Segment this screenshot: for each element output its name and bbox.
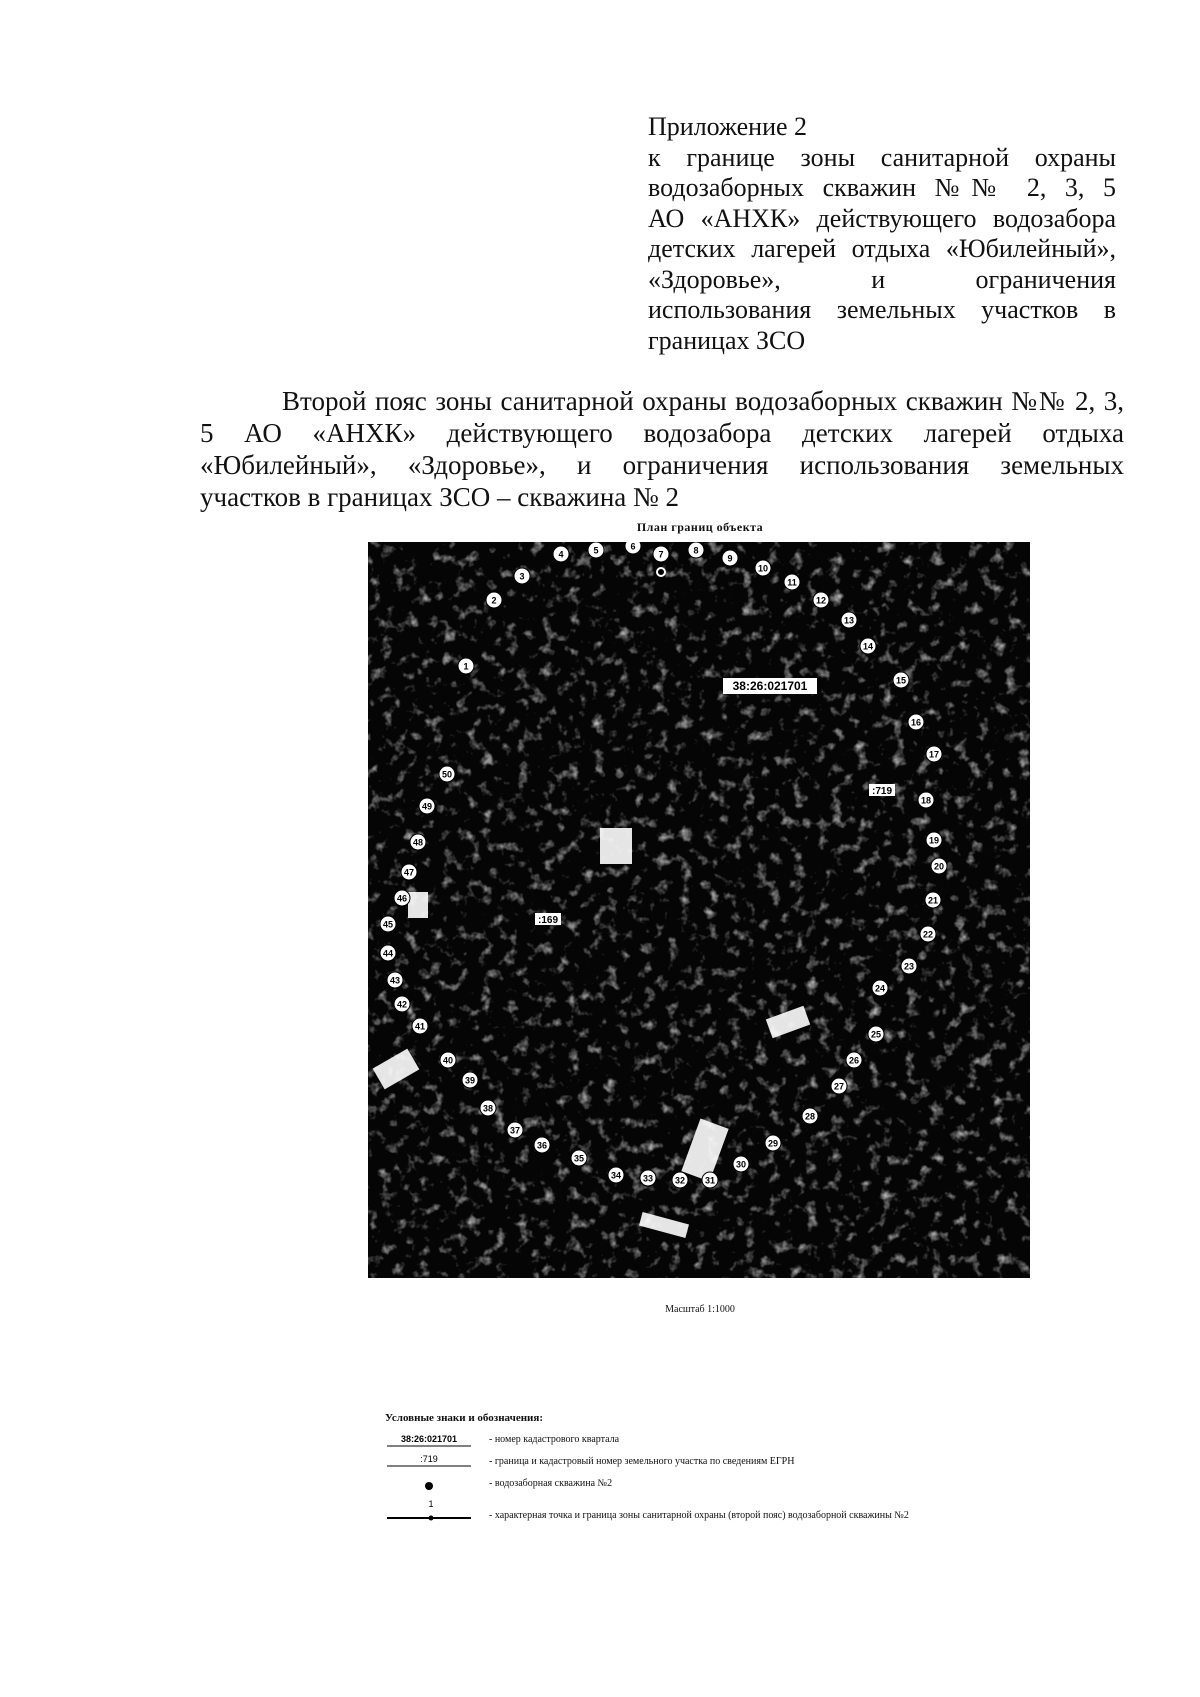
boundary-point-label: 22 bbox=[922, 929, 934, 940]
boundary-point-label: 11 bbox=[787, 577, 797, 588]
map-caption: План границ объекта bbox=[636, 520, 764, 534]
boundary-point bbox=[440, 1052, 456, 1068]
legend-desc: - граница и кадастровый номер земельного участка по сведениям ЕГРН bbox=[489, 1456, 795, 1467]
boundary-point bbox=[380, 916, 396, 932]
boundary-point-label: 25 bbox=[870, 1029, 882, 1040]
heading-line: «Юбилейный», «Здоровье», и ограничения использования земельных bbox=[200, 450, 1124, 480]
boundary-point bbox=[908, 714, 924, 730]
boundary-point bbox=[387, 972, 403, 988]
boundary-point bbox=[925, 892, 941, 908]
boundary-point bbox=[480, 1100, 496, 1116]
boundary-point bbox=[625, 542, 641, 554]
boundary-point bbox=[688, 542, 704, 558]
boundary-point bbox=[553, 546, 569, 562]
boundary-point-label: 23 bbox=[903, 961, 915, 972]
boundary-point bbox=[380, 945, 396, 961]
boundary-point-label: 33 bbox=[642, 1173, 654, 1184]
boundary-point bbox=[926, 832, 942, 848]
boundary-point bbox=[841, 612, 857, 628]
heading-line: участков в границах ЗСО – скважина № 2 bbox=[200, 482, 680, 512]
boundary-point-label: 46 bbox=[396, 893, 408, 904]
boundary-point-label: 7 bbox=[658, 549, 664, 560]
legend-desc: - характерная точка и граница зоны санитарной охраны (второй пояс) водозаборной скважины №2 bbox=[489, 1510, 909, 1521]
boundary-point bbox=[733, 1156, 749, 1172]
boundary-point-label: 4 bbox=[558, 549, 564, 560]
boundary-point bbox=[722, 550, 738, 566]
boundary-point-label: 17 bbox=[928, 749, 940, 760]
boundary-point-label: 36 bbox=[536, 1140, 548, 1151]
boundary-point bbox=[918, 792, 934, 808]
boundary-point-label: 26 bbox=[848, 1055, 860, 1066]
boundary-point-label: 30 bbox=[735, 1159, 747, 1170]
boundary-point-label: 45 bbox=[382, 919, 394, 930]
boundary-point bbox=[802, 1108, 818, 1124]
legend-symbol-text: 38:26:021701 bbox=[400, 1434, 458, 1444]
parcel-label: :169 bbox=[537, 915, 559, 926]
boundary-point bbox=[394, 996, 410, 1012]
legend-row bbox=[385, 1474, 1085, 1496]
heading-line: 5 АО «АНХК» действующего водозабора детских лагерей отдыха bbox=[200, 418, 1124, 448]
boundary-point bbox=[608, 1167, 624, 1183]
boundary-point-label: 48 bbox=[412, 837, 424, 848]
legend-symbol bbox=[385, 1496, 473, 1528]
boundary-point-label: 40 bbox=[442, 1055, 454, 1066]
boundary-point bbox=[901, 958, 917, 974]
appendix-title: Приложение 2 bbox=[648, 112, 808, 141]
boundary-point-label: 13 bbox=[843, 615, 855, 626]
boundary-point bbox=[672, 1172, 688, 1188]
boundary-point bbox=[571, 1150, 587, 1166]
legend-title: Условные знаки и обозначения: bbox=[385, 1412, 543, 1424]
boundary-point bbox=[534, 1137, 550, 1153]
appendix-line: АО «АНХК» действующего водозабора bbox=[648, 203, 1116, 233]
boundary-point-label: 42 bbox=[396, 999, 408, 1010]
boundary-point bbox=[926, 746, 942, 762]
legend-symbol bbox=[385, 1430, 473, 1452]
boundary-point bbox=[920, 926, 936, 942]
boundary-point-label: 34 bbox=[610, 1170, 622, 1181]
boundary-point-label: 27 bbox=[833, 1081, 845, 1092]
boundary-point-label: 38 bbox=[482, 1103, 494, 1114]
boundary-point-label: 19 bbox=[928, 835, 940, 846]
boundary-point bbox=[507, 1122, 523, 1138]
boundary-point-label: 16 bbox=[910, 717, 922, 728]
well-icon bbox=[425, 1482, 433, 1490]
boundary-point-label: 15 bbox=[895, 675, 907, 686]
boundary-point-label: 44 bbox=[382, 948, 394, 959]
boundary-point-label: 3 bbox=[519, 571, 525, 582]
boundary-point bbox=[419, 798, 435, 814]
boundary-point-label: 31 bbox=[704, 1175, 716, 1186]
boundary-point-label: 47 bbox=[403, 867, 415, 878]
boundary-point bbox=[401, 864, 417, 880]
boundary-point-label: 10 bbox=[757, 563, 769, 574]
boundary-point bbox=[462, 1072, 478, 1088]
appendix-line: водозаборных скважин №№ 2, 3, 5 bbox=[648, 173, 1116, 202]
boundary-point bbox=[439, 766, 455, 782]
boundary-point-label: 14 bbox=[862, 641, 874, 652]
map-svg bbox=[368, 542, 1030, 1278]
legend-symbol bbox=[385, 1474, 473, 1496]
boundary-point-label: 1 bbox=[463, 661, 469, 672]
well-icon bbox=[657, 568, 665, 576]
boundary-point bbox=[640, 1170, 656, 1186]
boundary-point bbox=[893, 672, 909, 688]
parcel-label: :719 bbox=[871, 786, 893, 797]
boundary-point bbox=[588, 542, 604, 558]
boundary-point-label: 20 bbox=[933, 861, 945, 872]
boundary-point-label: 50 bbox=[441, 769, 453, 780]
boundary-point bbox=[702, 1172, 718, 1188]
legend-desc: - водозаборная скважина №2 bbox=[489, 1478, 613, 1489]
boundary-point bbox=[412, 1018, 428, 1034]
appendix-line: «Здоровье», и ограничения bbox=[648, 264, 1116, 294]
boundary-point bbox=[872, 980, 888, 996]
legend-symbol-text: :719 bbox=[420, 1454, 438, 1464]
boundary-point-label: 6 bbox=[630, 542, 636, 552]
boundary-point-label: 5 bbox=[593, 545, 599, 556]
boundary-point bbox=[813, 592, 829, 608]
boundary-point-label: 2 bbox=[491, 595, 497, 606]
boundary-point bbox=[458, 658, 474, 674]
legend-symbol bbox=[385, 1452, 473, 1474]
boundary-point-label: 39 bbox=[464, 1075, 476, 1086]
legend bbox=[385, 1412, 1085, 1528]
legend-symbol-text: 1 bbox=[428, 1499, 434, 1509]
boundary-point-label: 12 bbox=[815, 595, 827, 606]
legend-row bbox=[385, 1430, 1085, 1452]
boundary-point-label: 9 bbox=[727, 553, 733, 564]
boundary-point-label: 29 bbox=[767, 1138, 779, 1149]
boundary-point bbox=[514, 568, 530, 584]
appendix-line: к границе зоны санитарной охраны bbox=[648, 142, 1116, 172]
appendix-line: границах ЗСО bbox=[648, 325, 806, 355]
document-heading bbox=[200, 385, 1124, 513]
appendix-line: использования земельных участков в bbox=[648, 295, 1116, 324]
boundary-point-label: 43 bbox=[389, 975, 401, 986]
legend-desc: - номер кадастрового квартала bbox=[489, 1434, 620, 1445]
map-scale: Масштаб 1:1000 bbox=[665, 1304, 735, 1315]
boundary-point bbox=[860, 638, 876, 654]
boundary-point-label: 35 bbox=[573, 1153, 585, 1164]
heading-line: Второй пояс зоны санитарной охраны водозаборных скважин №№ 2, 3, bbox=[282, 386, 1124, 416]
legend-row bbox=[385, 1496, 1085, 1528]
boundary-point-label: 37 bbox=[509, 1125, 521, 1136]
boundary-point-label: 24 bbox=[874, 983, 886, 994]
boundary-point-icon bbox=[429, 1516, 434, 1521]
legend-row bbox=[385, 1452, 1085, 1474]
aerial-map bbox=[368, 542, 1030, 1278]
boundary-point bbox=[831, 1078, 847, 1094]
quarter-label: 38:26:021701 bbox=[732, 679, 808, 693]
boundary-point bbox=[846, 1052, 862, 1068]
boundary-point-label: 18 bbox=[920, 795, 932, 806]
boundary-point bbox=[868, 1026, 884, 1042]
boundary-point bbox=[394, 890, 410, 906]
appendix-block bbox=[648, 112, 1116, 356]
boundary-point bbox=[765, 1135, 781, 1151]
boundary-point-label: 8 bbox=[693, 545, 699, 556]
boundary-point-label: 28 bbox=[804, 1111, 816, 1122]
boundary-point-label: 32 bbox=[674, 1175, 686, 1186]
boundary-point-label: 49 bbox=[421, 801, 433, 812]
boundary-point bbox=[784, 574, 800, 590]
boundary-point-label: 21 bbox=[927, 895, 939, 906]
boundary-point bbox=[410, 834, 426, 850]
appendix-line: детских лагерей отдыха «Юбилейный», bbox=[648, 234, 1116, 263]
boundary-point bbox=[486, 592, 502, 608]
boundary-point bbox=[653, 546, 669, 562]
boundary-point bbox=[931, 858, 947, 874]
boundary-point-label: 41 bbox=[414, 1021, 426, 1032]
boundary-point bbox=[755, 560, 771, 576]
